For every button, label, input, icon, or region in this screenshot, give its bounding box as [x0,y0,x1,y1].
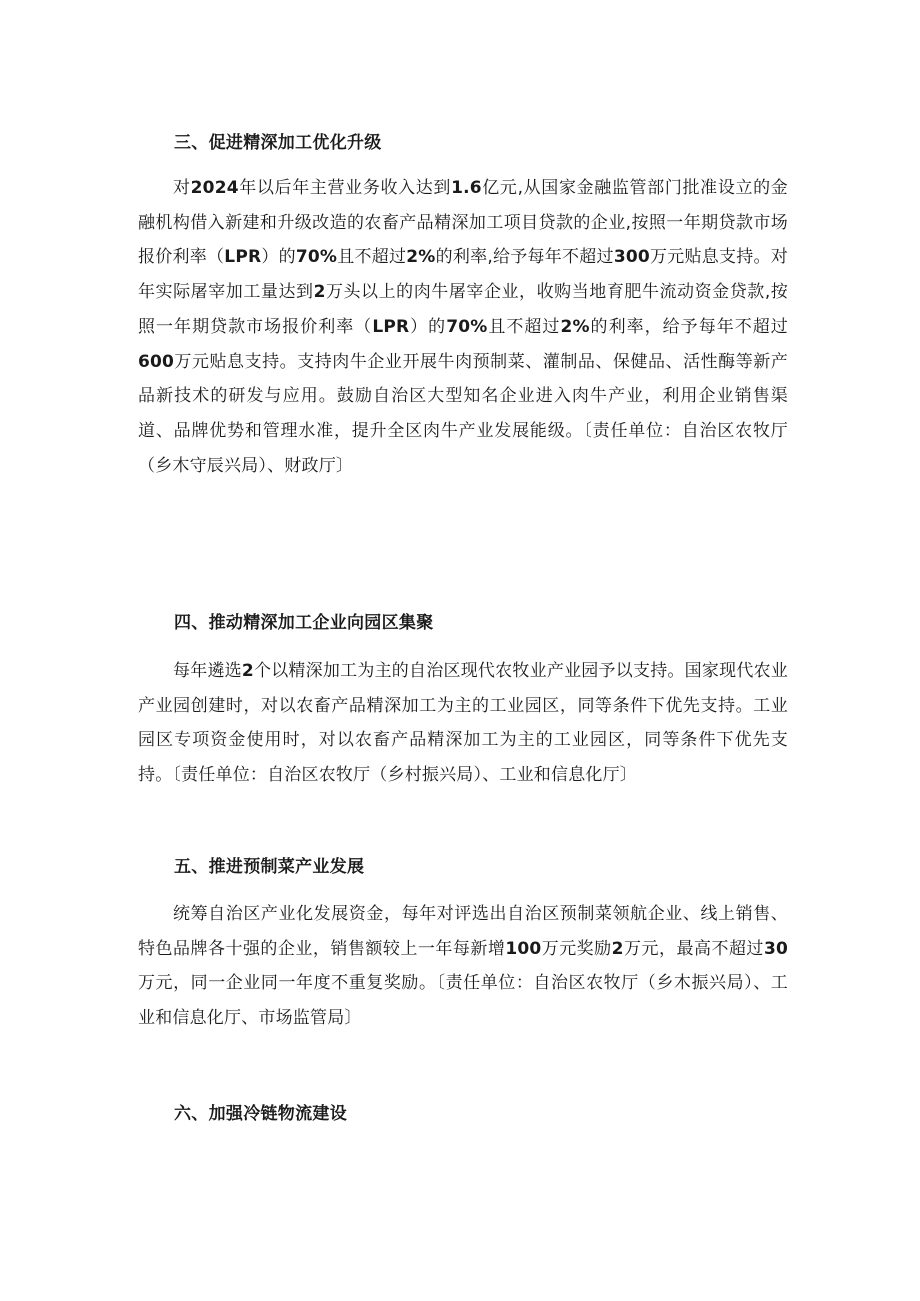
section-heading-4: 四、推动精深加工企业向园区集聚 [174,613,434,633]
section-heading-5: 五、推进预制菜产业发展 [174,857,365,877]
section-heading-3: 三、促进精深加工优化升级 [174,133,382,153]
section-paragraph-4: 每年遴选2个以精深加工为主的自治区现代农牧业产业园予以支持。国家现代农业产业园创建时，对以农畜产品精深加工为主的工业园区，同等条件下优先支持。工业园区专项资金使用时，对以农畜产品精深加工为主的工业园区，同等条件下优先支持。〔责任单位：自治区农牧厅（乡村振兴局）、工业和信息化厅〕 [138,661,788,786]
section-paragraph-5: 统筹自治区产业化发展资金，每年对评选出自治区预制菜领航企业、线上销售、特色品牌各十强的企业，销售额较上一年每新增100万元奖励2万元，最高不超过30万元，同一企业同一年度不重复奖励。〔责任单位：自治区农牧厅（乡木振兴局）、工业和信息化厅、市场监管局〕 [138,904,788,1029]
section-heading-6: 六、加强冷链物流建设 [174,1104,347,1124]
section-paragraph-3: 对2024年以后年主营业务收入达到1.6亿元,从国家金融监管部门批准设立的金融机构借入新建和升级改造的农畜产品精深加工项目贷款的企业,按照一年期贷款市场报价利率（LPR）的70%且不超过2%的利率,给予每年不超过300万元贴息支持。对年实际屠宰加工量达到2万头以上的肉牛屠宰企业，收购当地育肥牛流动资金贷款,按照一年期贷款市场报价利率（LPR）的70%且不超过2%的利率，给予每年不超过600万元贴息支持。支持肉牛企业开展牛肉预制菜、灌制品、保健品、活性酶等新产品新技术的研发与应用。鼓励自治区大型知名企业进入肉牛产业，利用企业销售渠道、品牌优势和管理水准，提升全区肉牛产业发展能级。〔责任单位：自治区农牧厅（乡木守辰兴局）、财政厅〕 [138,178,789,476]
